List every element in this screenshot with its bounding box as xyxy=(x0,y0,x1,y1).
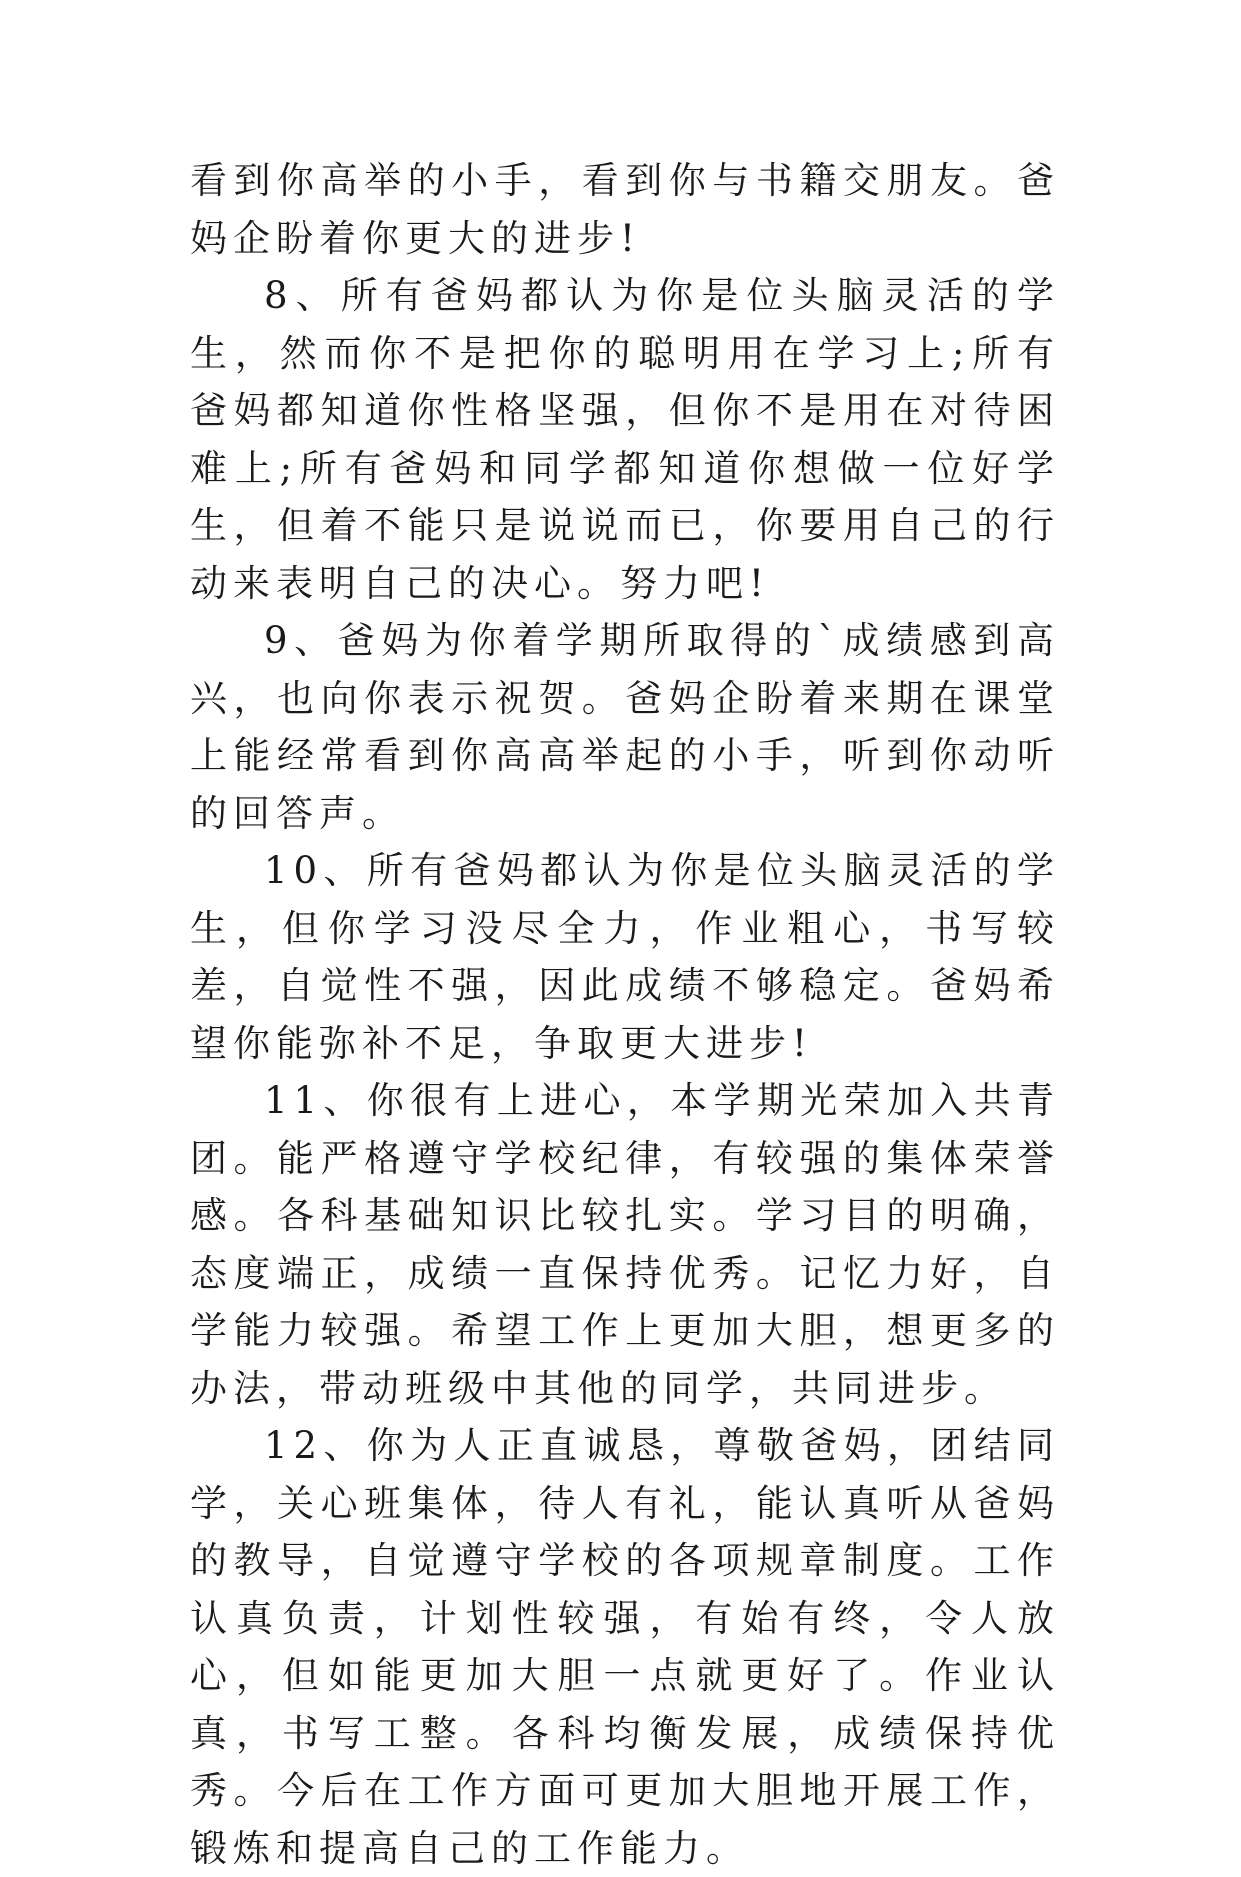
document-body xyxy=(190,152,1060,1877)
paragraph-continuation: 看到你高举的小手，看到你与书籍交朋友。爸妈企盼着你更大的进步! xyxy=(190,159,1060,260)
paragraph-item-9: 9、爸妈为你着学期所取得的`成绩感到高兴，也向你表示祝贺。爸妈企盼着来期在课堂上能经常看到你高高举起的小手，听到你动听的回答声。 xyxy=(190,619,1060,835)
paragraph-item-8: 8、所有爸妈都认为你是位头脑灵活的学生，然而你不是把你的聪明用在学习上;所有爸妈都知道你性格坚强，但你不是用在对待困难上;所有爸妈和同学都知道你想做一位好学生，但着不能只是说说而已，你要用自己的行动来表明自己的决心。努力吧! xyxy=(190,274,1060,605)
paragraph-item-10: 10、所有爸妈都认为你是位头脑灵活的学生，但你学习没尽全力，作业粗心，书写较差，自觉性不强，因此成绩不够稳定。爸妈希望你能弥补不足，争取更大进步! xyxy=(190,849,1060,1065)
paragraph-item-11: 11、你很有上进心，本学期光荣加入共青团。能严格遵守学校纪律，有较强的集体荣誉感。各科基础知识比较扎实。学习目的明确，态度端正，成绩一直保持优秀。记忆力好，自学能力较强。希望工作上更加大胆，想更多的办法，带动班级中其他的同学，共同进步。 xyxy=(190,1079,1060,1410)
paragraph-item-12: 12、你为人正直诚恳，尊敬爸妈，团结同学，关心班集体，待人有礼，能认真听从爸妈的教导，自觉遵守学校的各项规章制度。工作认真负责，计划性较强，有始有终，令人放心，但如能更加大胆一点就更好了。作业认真，书写工整。各科均衡发展，成绩保持优秀。今后在工作方面可更加大胆地开展工作，锻炼和提高自己的工作能力。 xyxy=(190,1424,1060,1870)
